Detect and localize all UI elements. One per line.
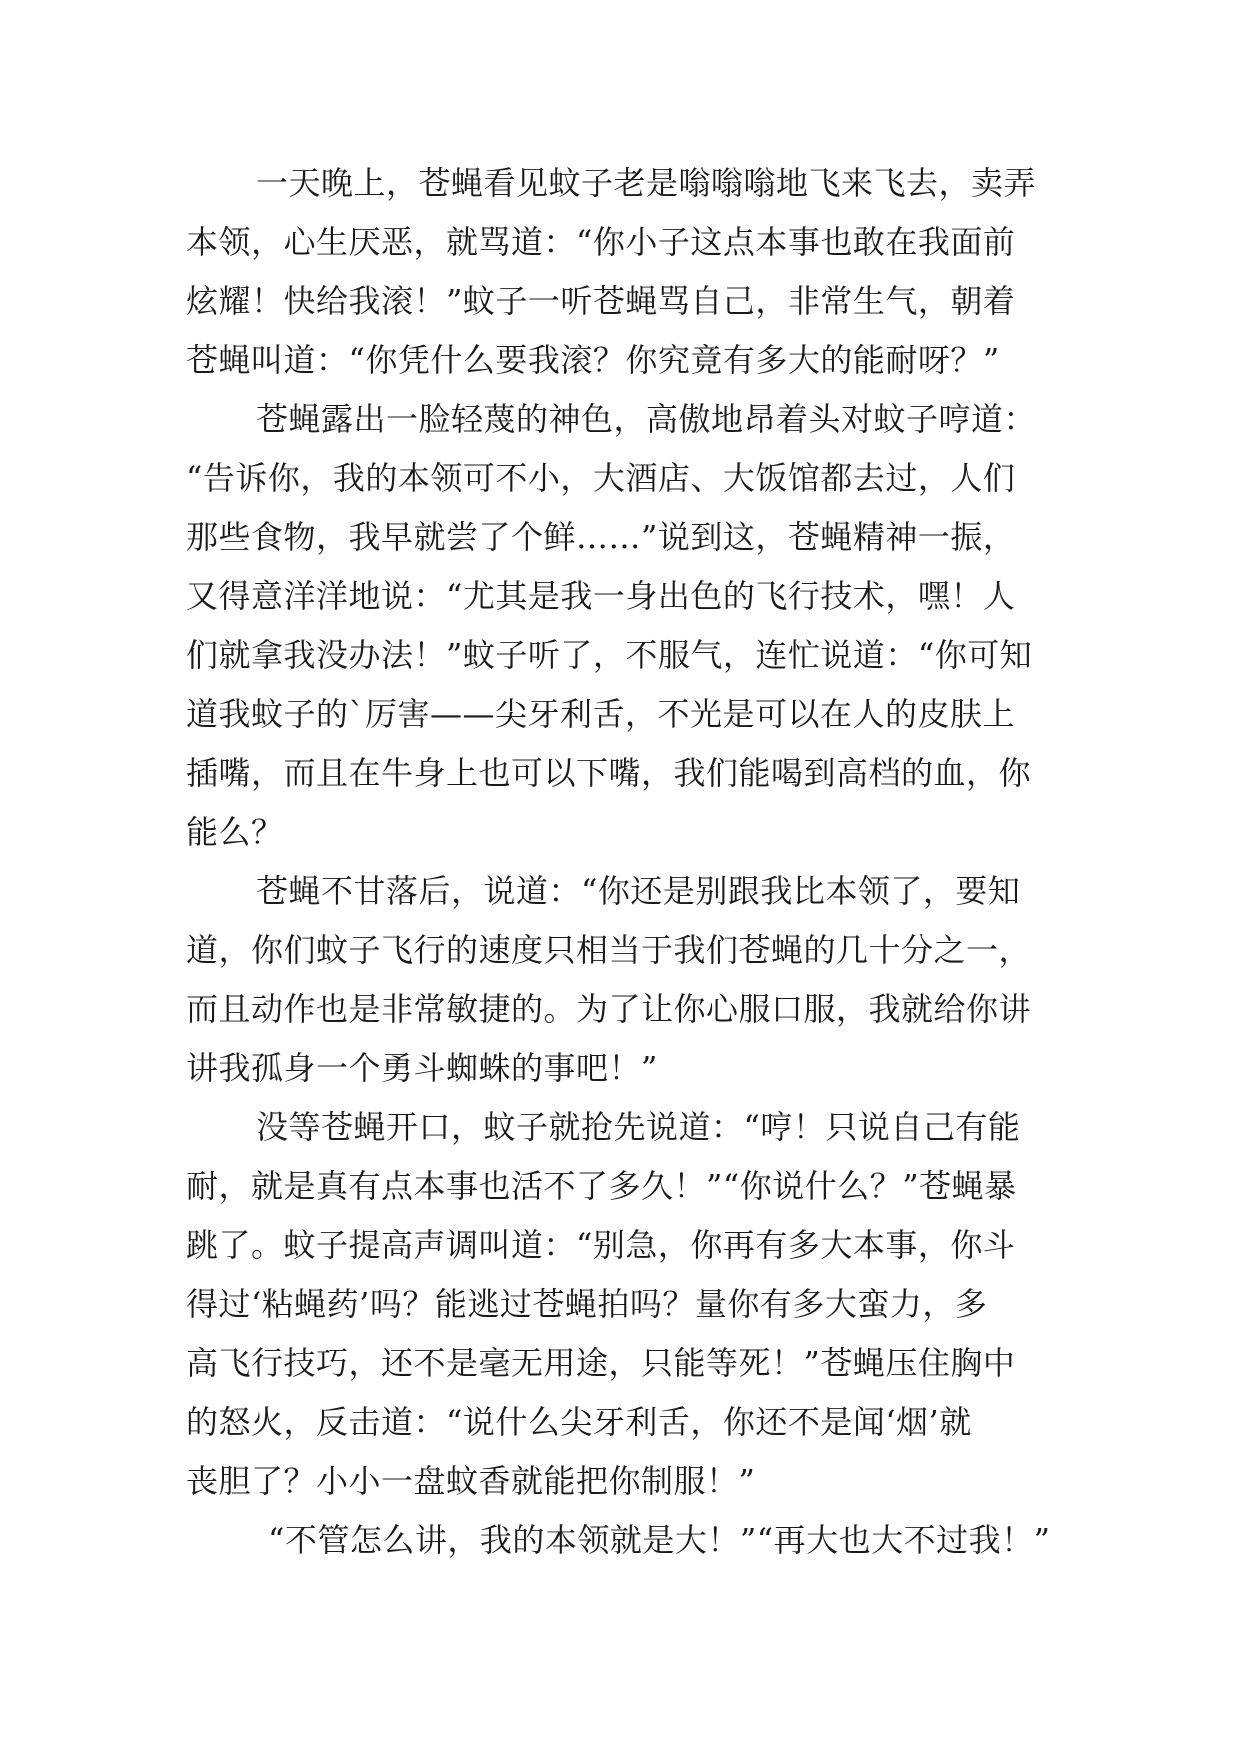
text-line: 道，你们蚊子飞行的速度只相当于我们苍蝇的几十分之一，: [186, 931, 1032, 969]
text-line: 能么？: [186, 813, 284, 851]
text-line: 高飞行技巧，还不是毫无用途，只能等死！”苍蝇压住胸中: [186, 1344, 1016, 1382]
text-line: 苍蝇叫道：“你凭什么要我滚？你究竟有多大的能耐呀？”: [186, 341, 1000, 379]
text-line: 苍蝇不甘落后，说道：“你还是别跟我比本领了，要知: [256, 872, 1021, 910]
text-line: 耐，就是真有点本事也活不了多久！”“你说什么？”苍蝇暴: [186, 1167, 1017, 1205]
text-line: 本领，心生厌恶，就骂道：“你小子这点本事也敢在我面前: [186, 223, 1016, 261]
text-line: 一天晚上，苍蝇看见蚊子老是嗡嗡嗡地飞来飞去，卖弄: [256, 164, 1037, 202]
text-line: “告诉你，我的本领可不小，大酒店、大饭馆都去过，人们: [186, 459, 1016, 497]
text-line: 们就拿我没办法！”蚊子听了，不服气，连忙说道：“你可知: [186, 636, 1033, 674]
text-line: 而且动作也是非常敏捷的。为了让你心服口服，我就给你讲: [186, 990, 1032, 1028]
text-line: 道我蚊子的`厉害——尖牙利舌，不光是可以在人的皮肤上: [186, 695, 1016, 733]
text-line: 跳了。蚊子提高声调叫道：“别急，你再有多大本事，你斗: [186, 1226, 1016, 1264]
text-line: 得过‘粘蝇药’吗？能逃过苍蝇拍吗？量你有多大蛮力，多: [186, 1285, 988, 1323]
text-line: 讲我孤身一个勇斗蜘蛛的事吧！”: [186, 1049, 658, 1087]
text-line: 的怒火，反击道：“说什么尖牙利舌，你还不是闻‘烟’就: [186, 1403, 972, 1441]
text-line: 炫耀！快给我滚！”蚊子一听苍蝇骂自己，非常生气，朝着: [186, 282, 1016, 320]
text-line: 丧胆了？小小一盘蚊香就能把你制服！”: [186, 1462, 756, 1500]
story-text: [186, 154, 1056, 1570]
text-line: 插嘴，而且在牛身上也可以下嘴，我们能喝到高档的血，你: [186, 754, 1032, 792]
text-line: 没等苍蝇开口，蚊子就抢先说道：“哼！只说自己有能: [256, 1108, 1021, 1146]
text-line: 苍蝇露出一脸轻蔑的神色，高傲地昂着头对蚊子哼道：: [256, 400, 1037, 438]
text-line: “不管怎么讲，我的本领就是大！”“再大也大不过我！”: [268, 1521, 1051, 1559]
text-line: 那些食物，我早就尝了个鲜……”说到这，苍蝇精神一振，: [186, 518, 1016, 556]
text-line: 又得意洋洋地说：“尤其是我一身出色的飞行技术，嘿！人: [186, 577, 1016, 615]
